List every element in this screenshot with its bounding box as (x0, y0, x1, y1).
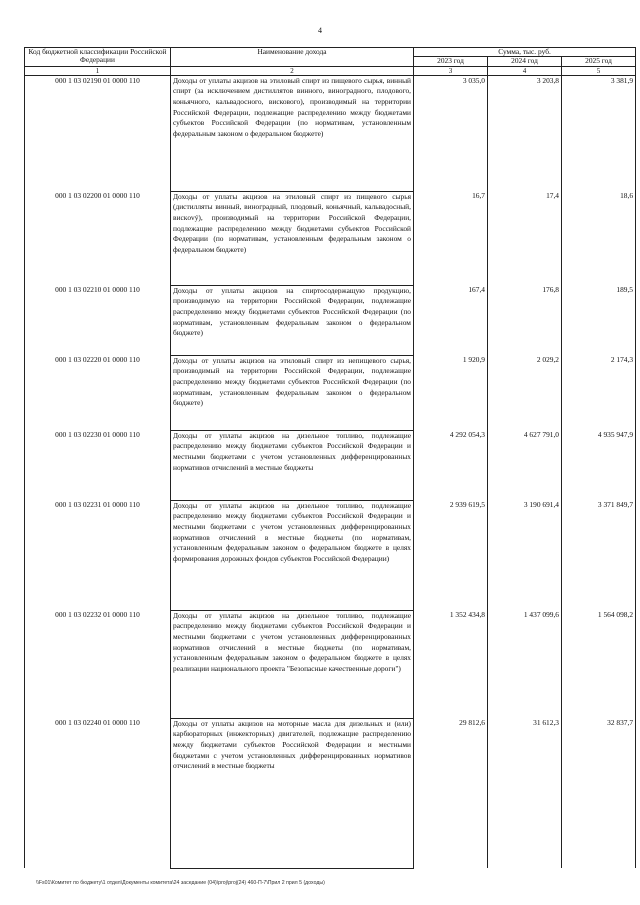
row-name: Доходы от уплаты акцизов на дизельное топливо, подлежащие распределению между бюджетами субъектов Российской Федерации и местными бюджетами с учетом установленных дифференцированных нормативов отчислений в местные бюджеты (171, 430, 414, 500)
header-year-2025: 2025 год (562, 57, 636, 66)
row-name: Доходы от уплаты акцизов на дизельное топливо, подлежащие распределению между бюджетами субъектов Российской Федерации и местными бюджетами с учетом установленных дифференцированных нормативов отчислений в местные бюджеты (по нормативам, установленным федеральным законом о федеральном бюджете в целях реализации национального проекта "Безопасные качественные дороги") (171, 610, 414, 718)
row-value-2025: 3 371 849,7 (562, 500, 636, 610)
row-value-2024: 4 627 791,0 (488, 430, 562, 500)
row-value-2023: 29 812,6 (414, 718, 488, 868)
header-sum-group: Сумма, тыс. руб. (414, 48, 636, 57)
row-value-2024: 3 190 691,4 (488, 500, 562, 610)
row-value-2023: 2 939 619,5 (414, 500, 488, 610)
row-value-2024: 3 203,8 (488, 75, 562, 191)
table-row (25, 500, 636, 610)
row-value-2025: 4 935 947,9 (562, 430, 636, 500)
header-code: Код бюджетной классификации Российской Федерации (25, 48, 171, 67)
row-value-2023: 16,7 (414, 191, 488, 285)
col-index-5: 5 (562, 66, 636, 75)
row-value-2024: 31 612,3 (488, 718, 562, 868)
table-row (25, 610, 636, 718)
header-name: Наименование дохода (171, 48, 414, 67)
row-value-2023: 4 292 054,3 (414, 430, 488, 500)
row-code: 000 1 03 02231 01 0000 110 (25, 500, 171, 610)
row-value-2025: 18,6 (562, 191, 636, 285)
row-name: Доходы от уплаты акцизов на этиловый спирт из непищевого сырья, производимый на территории Российской Федерации, подлежащие распределению между бюджетами субъектов Российской Федерации (по нормативам, установленным федеральным законом о федеральном бюджете) (171, 355, 414, 430)
table-row (25, 718, 636, 868)
table-row (25, 285, 636, 355)
table-row (25, 430, 636, 500)
row-value-2023: 3 035,0 (414, 75, 488, 191)
row-value-2025: 2 174,3 (562, 355, 636, 430)
row-value-2025: 32 837,7 (562, 718, 636, 868)
row-value-2024: 17,4 (488, 191, 562, 285)
row-value-2024: 176,8 (488, 285, 562, 355)
table-row (25, 355, 636, 430)
row-name: Доходы от уплаты акцизов на спиртосодержащую продукцию, производимую на территории Российской Федерации, подлежащие распределению между бюджетами субъектов Российской Федерации (по нормативам, установленным федеральным законом о федеральном бюджете) (171, 285, 414, 355)
row-code: 000 1 03 02190 01 0000 110 (25, 75, 171, 191)
row-code: 000 1 03 02200 01 0000 110 (25, 191, 171, 285)
row-value-2023: 1 352 434,8 (414, 610, 488, 718)
row-code: 000 1 03 02210 01 0000 110 (25, 285, 171, 355)
row-name: Доходы от уплаты акцизов на этиловый спирт из пищевого сырья, винный спирт (за исключением дистиллятов винного, виноградного, плодового, коньячного, кальвадосного, вискового), производимый на территории Российской Федерации, подлежащие распределению между бюджетами субъектов Российской Федерации (по нормативам, установленным федеральным законом о федеральном бюджете) (171, 75, 414, 191)
table-row (25, 75, 636, 191)
row-value-2024: 2 029,2 (488, 355, 562, 430)
row-value-2025: 189,5 (562, 285, 636, 355)
col-index-4: 4 (488, 66, 562, 75)
row-value-2025: 3 381,9 (562, 75, 636, 191)
file-path-footer: \\Fs01\Комитет по бюджету\1 отдел\Документы комитета\24 заседание (04)\proj\proj(24) 460-П-7\Прил 2 прил 5 (доходы) (36, 880, 325, 886)
header-year-2023: 2023 год (414, 57, 488, 66)
row-value-2024: 1 437 099,6 (488, 610, 562, 718)
row-name: Доходы от уплаты акцизов на моторные масла для дизельных и (или) карбюраторных (инжекторных) двигателей, подлежащие распределению между бюджетами субъектов Российской Федерации и местными бюджетами с учетом установленных дифференцированных нормативов отчислений в местные бюджеты (171, 718, 414, 868)
revenue-table (24, 47, 636, 869)
row-code: 000 1 03 02230 01 0000 110 (25, 430, 171, 500)
row-name: Доходы от уплаты акцизов на этиловый спирт из пищевого сырья (дистилляты винный, виноградный, плодовый, коньячный, кальвадосный, вискový), производимый на территории Российской Федерации, подлежащие распределению между бюджетами субъектов Российской Федерации (по нормативам, установленным федеральным законом о федеральном бюджете) (171, 191, 414, 285)
col-index-2: 2 (171, 66, 414, 75)
row-value-2023: 167,4 (414, 285, 488, 355)
header-year-2024: 2024 год (488, 57, 562, 66)
row-code: 000 1 03 02232 01 0000 110 (25, 610, 171, 718)
row-code: 000 1 03 02220 01 0000 110 (25, 355, 171, 430)
row-value-2025: 1 564 098,2 (562, 610, 636, 718)
row-name: Доходы от уплаты акцизов на дизельное топливо, подлежащие распределению между бюджетами субъектов Российской Федерации и местными бюджетами с учетом установленных дифференцированных нормативов отчислений в местные бюджеты (по нормативам, установленным федеральным законом о федеральном бюджете в целях формирования дорожных фондов субъектов Российской Федерации) (171, 500, 414, 610)
col-index-1: 1 (25, 66, 171, 75)
page-number: 4 (318, 26, 322, 35)
table-row (25, 191, 636, 285)
col-index-3: 3 (414, 66, 488, 75)
row-code: 000 1 03 02240 01 0000 110 (25, 718, 171, 868)
row-value-2023: 1 920,9 (414, 355, 488, 430)
